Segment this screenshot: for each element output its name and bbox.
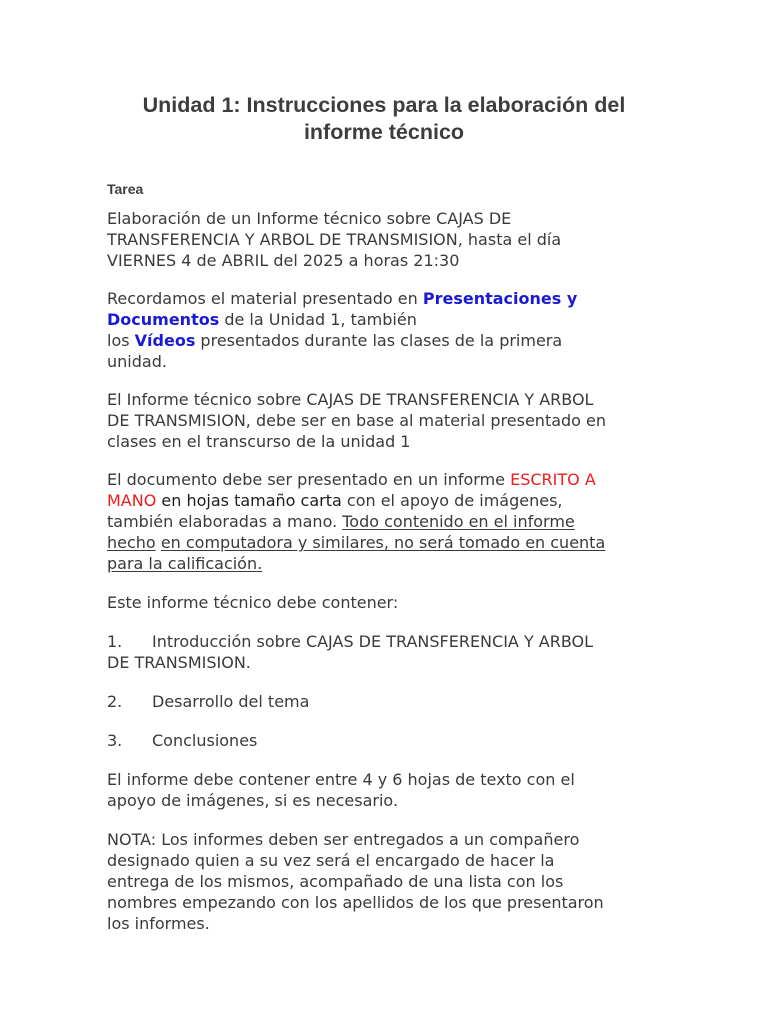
section-heading-tarea: Tarea [107,181,144,197]
paragraph-text: presentados durante las clases de la primera [195,331,563,350]
list-item-3 [107,730,661,751]
paragraph-line: VIERNES 4 de ABRIL del 2025 a horas 21:30 [107,251,460,270]
list-item-text: DE TRANSMISION. [107,653,251,672]
list-number: 3. [107,731,123,750]
highlight-red: ESCRITO A [510,470,596,489]
paragraph-note [107,829,661,934]
list-number: 1. [107,632,123,651]
paragraph-length [107,769,661,811]
paragraph-line: DE TRANSMISION, debe ser en base al material presentado en [107,411,607,430]
paragraph-contents-intro: Este informe técnico debe contener: [107,593,399,612]
highlight-red: MANO [107,491,157,510]
underlined-text: para la calificación. [107,554,263,573]
link-text[interactable]: Presentaciones y [422,289,578,308]
paragraph-line: Elaboración de un Informe técnico sobre CAJAS DE [107,209,512,228]
paragraph-line: clases en el transcurso de la unidad 1 [107,432,411,451]
underlined-text: hecho [107,533,156,552]
list-item-text: Introducción sobre CAJAS DE TRANSFERENCIA Y ARBOL [152,632,594,651]
underlined-text: en computadora y similares, no será tomado en cuenta [160,533,606,552]
link-text[interactable]: Documentos [107,310,220,329]
list-item-text: Conclusiones [152,731,258,750]
underlined-text: Todo contenido en el informe [342,512,575,531]
list-item-2 [107,691,661,712]
paragraph-line: los informes. [107,914,210,933]
paragraph-line: TRANSFERENCIA Y ARBOL DE TRANSMISION, hasta el día [107,230,562,249]
highlight-dark: en hojas tamaño carta [156,491,342,510]
paragraph-text: también elaboradas a mano. [107,512,343,531]
paragraph-text: Recordamos el material presentado en [107,289,423,308]
paragraph-text: los [107,331,135,350]
paragraph-line: nombres empezando con los apellidos de los que presentaron [107,893,604,912]
paragraph-text: El documento debe ser presentado en un informe [107,470,511,489]
title-line-1: Unidad 1: Instrucciones para la elaboración del [142,93,626,117]
paragraph-materials [107,288,661,372]
paragraph-text: de la Unidad 1, también [219,310,417,329]
list-item-text: Desarrollo del tema [152,692,310,711]
paragraph-basis [107,389,661,452]
paragraph-line: designado quien a su vez será el encargado de hacer la [107,851,555,870]
paragraph-text: con el apoyo de imágenes, [341,491,563,510]
document-title [97,0,671,146]
paragraph-assignment [107,208,661,271]
link-videos[interactable]: Vídeos [134,331,196,350]
list-number: 2. [107,692,123,711]
list-item-1 [107,631,661,673]
paragraph-line: apoyo de imágenes, si es necesario. [107,791,399,810]
paragraph-line: NOTA: Los informes deben ser entregados a un compañero [107,830,580,849]
paragraph-line: entrega de los mismos, acompañado de una lista con los [107,872,564,891]
title-line-2: informe técnico [303,120,465,144]
paragraph-line: El informe debe contener entre 4 y 6 hojas de texto con el [107,770,575,789]
paragraph-format [107,469,661,574]
paragraph-line: El Informe técnico sobre CAJAS DE TRANSFERENCIA Y ARBOL [107,390,594,409]
paragraph-line: unidad. [107,352,167,371]
